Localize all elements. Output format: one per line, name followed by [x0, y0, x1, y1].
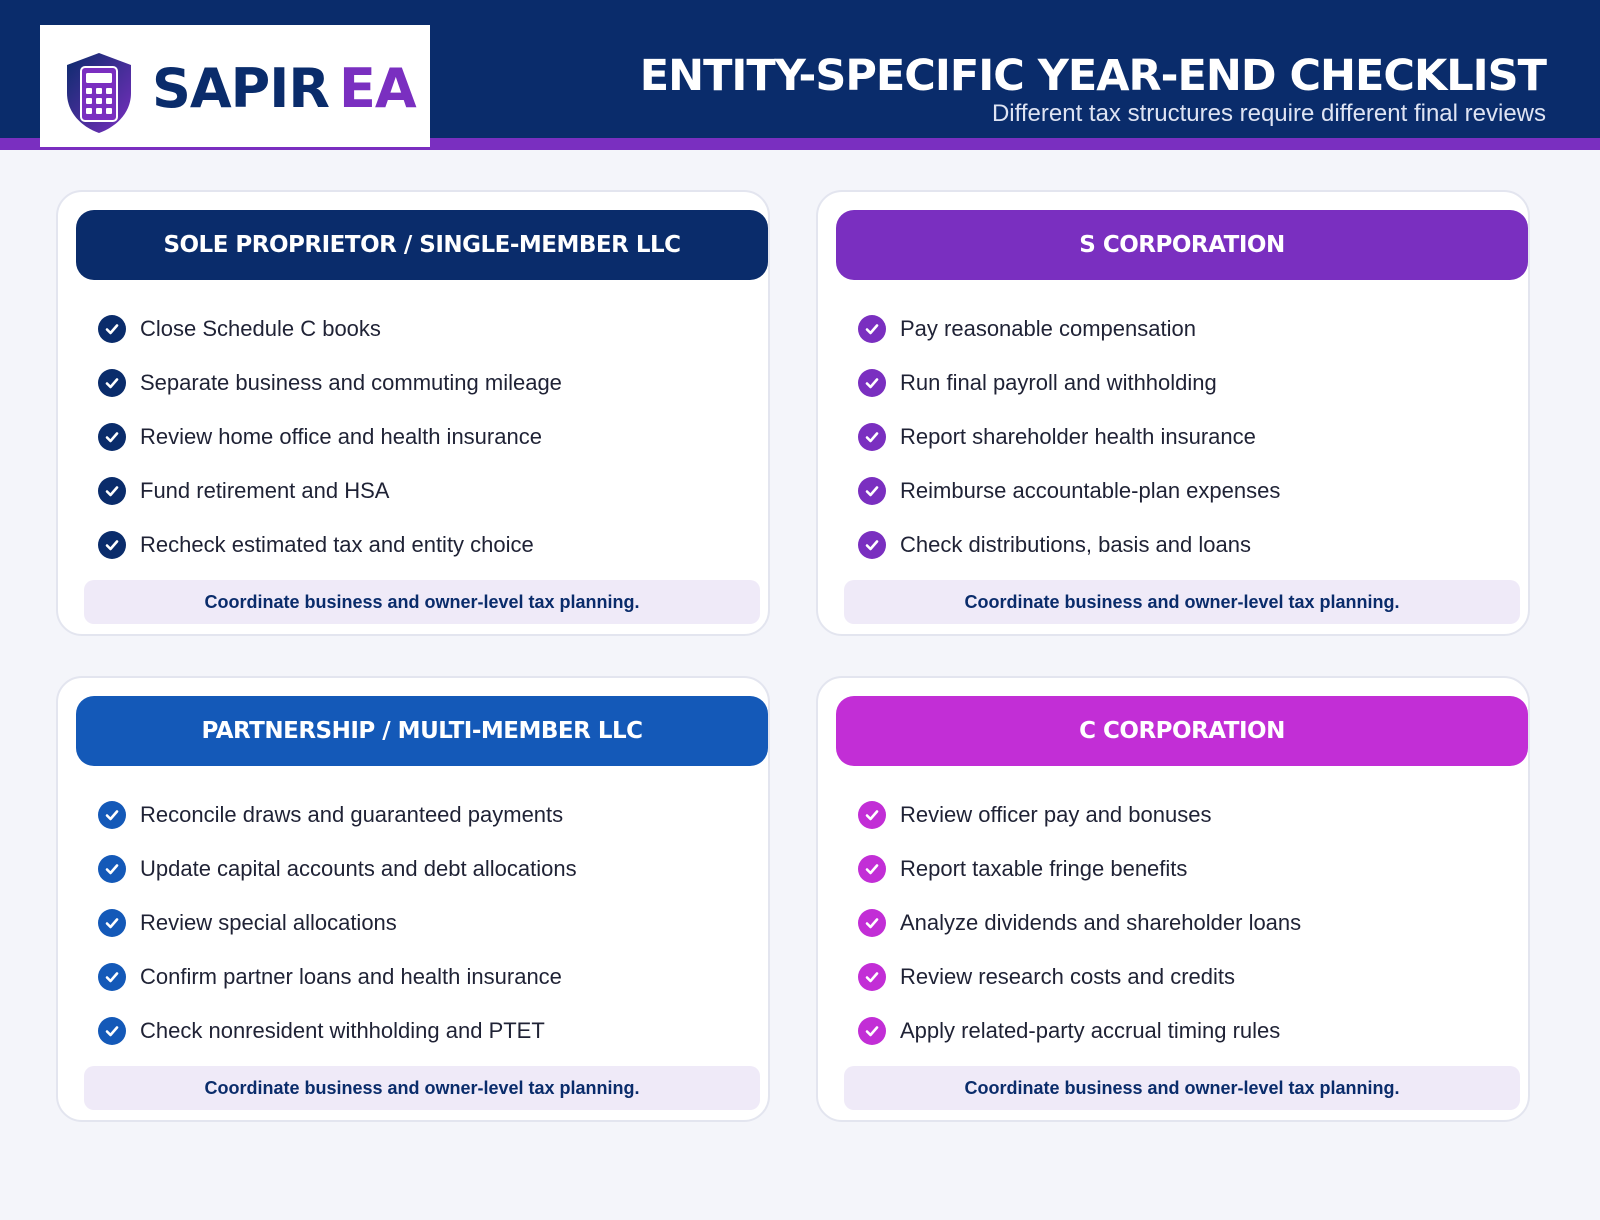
- check-icon: [858, 1017, 886, 1045]
- checklist-item-label: Analyze dividends and shareholder loans: [900, 910, 1302, 935]
- checklist-item-label: Review research costs and credits: [900, 964, 1236, 989]
- checklist-item-label: Report taxable fringe benefits: [900, 856, 1188, 881]
- check-icon: [858, 477, 886, 505]
- check-icon: [98, 801, 126, 829]
- card-title: S CORPORATION: [836, 210, 1528, 280]
- checklist-item: [858, 410, 1280, 464]
- check-icon: [98, 423, 126, 451]
- card-title: PARTNERSHIP / MULTI-MEMBER LLC: [76, 696, 768, 766]
- checklist-item: [98, 896, 577, 950]
- checklist-item: [858, 464, 1280, 518]
- checklist-item: [98, 950, 577, 1004]
- checklist-item: [98, 302, 562, 356]
- checklist-item-label: Separate business and commuting mileage: [140, 370, 562, 395]
- checklist-item-label: Reconcile draws and guaranteed payments: [140, 802, 564, 827]
- checklist-item: [858, 896, 1301, 950]
- checklist-item: [858, 1004, 1301, 1058]
- card-title: C CORPORATION: [836, 696, 1528, 766]
- check-icon: [98, 315, 126, 343]
- checklist-item: [98, 410, 562, 464]
- checklist: [858, 788, 1301, 1058]
- checklist-item: [98, 518, 562, 572]
- checklist-item: [858, 842, 1301, 896]
- checklist-item: [858, 518, 1280, 572]
- card-partnership: [56, 676, 770, 1122]
- card-title: SOLE PROPRIETOR / SINGLE-MEMBER LLC: [76, 210, 768, 280]
- check-icon: [858, 909, 886, 937]
- brand-name-primary: SAPIR: [152, 57, 329, 120]
- checklist-item-label: Check nonresident withholding and PTET: [140, 1018, 545, 1043]
- checklist-item-label: Check distributions, basis and loans: [900, 532, 1251, 557]
- card-note: Coordinate business and owner-level tax planning.: [844, 1066, 1520, 1110]
- brand-logo: [40, 25, 430, 147]
- page-subtitle: Different tax structures require different final reviews: [991, 100, 1546, 127]
- check-icon: [98, 531, 126, 559]
- check-icon: [98, 855, 126, 883]
- check-icon: [858, 963, 886, 991]
- checklist: [98, 788, 577, 1058]
- check-icon: [858, 855, 886, 883]
- checklist-item: [98, 464, 562, 518]
- card-c-corporation: [816, 676, 1530, 1122]
- checklist-item-label: Review home office and health insurance: [140, 424, 542, 449]
- checklist-item: [858, 302, 1280, 356]
- checklist-item-label: Update capital accounts and debt allocations: [140, 856, 577, 881]
- check-icon: [858, 315, 886, 343]
- checklist-item-label: Reimburse accountable-plan expenses: [900, 478, 1281, 503]
- checklist-item-label: Confirm partner loans and health insurance: [140, 964, 562, 989]
- checklist-item: [858, 788, 1301, 842]
- checklist-item: [98, 842, 577, 896]
- checklist-item-label: Fund retirement and HSA: [140, 478, 390, 503]
- calculator-shield-icon: [64, 51, 134, 135]
- check-icon: [858, 369, 886, 397]
- checklist-item: [858, 356, 1280, 410]
- card-note: Coordinate business and owner-level tax planning.: [844, 580, 1520, 624]
- checklist-item: [98, 788, 577, 842]
- checklist-item-label: Close Schedule C books: [140, 316, 381, 341]
- checklist-item: [98, 356, 562, 410]
- check-icon: [98, 369, 126, 397]
- checklist-item-label: Apply related-party accrual timing rules: [900, 1018, 1281, 1043]
- checklist-item-label: Recheck estimated tax and entity choice: [140, 532, 534, 557]
- checklist-item: [858, 950, 1301, 1004]
- checklist-item-label: Run final payroll and withholding: [900, 370, 1217, 395]
- checklist: [98, 302, 562, 572]
- checklist-item-label: Review special allocations: [140, 910, 397, 935]
- checklist: [858, 302, 1280, 572]
- checklist-item-label: Pay reasonable compensation: [900, 316, 1196, 341]
- check-icon: [98, 963, 126, 991]
- brand-name-secondary: EA: [338, 57, 416, 120]
- check-icon: [98, 1017, 126, 1045]
- check-icon: [98, 477, 126, 505]
- checklist-item-label: Review officer pay and bonuses: [900, 802, 1212, 827]
- checklist-item: [98, 1004, 577, 1058]
- check-icon: [98, 909, 126, 937]
- check-icon: [858, 801, 886, 829]
- brand-name: [152, 57, 416, 121]
- card-s-corporation: [816, 190, 1530, 636]
- card-note: Coordinate business and owner-level tax planning.: [84, 1066, 760, 1110]
- check-icon: [858, 531, 886, 559]
- page-title: ENTITY-SPECIFIC YEAR-END CHECKLIST: [639, 51, 1546, 101]
- checklist-item-label: Report shareholder health insurance: [900, 424, 1256, 449]
- check-icon: [858, 423, 886, 451]
- card-note: Coordinate business and owner-level tax planning.: [84, 580, 760, 624]
- card-sole-proprietor: [56, 190, 770, 636]
